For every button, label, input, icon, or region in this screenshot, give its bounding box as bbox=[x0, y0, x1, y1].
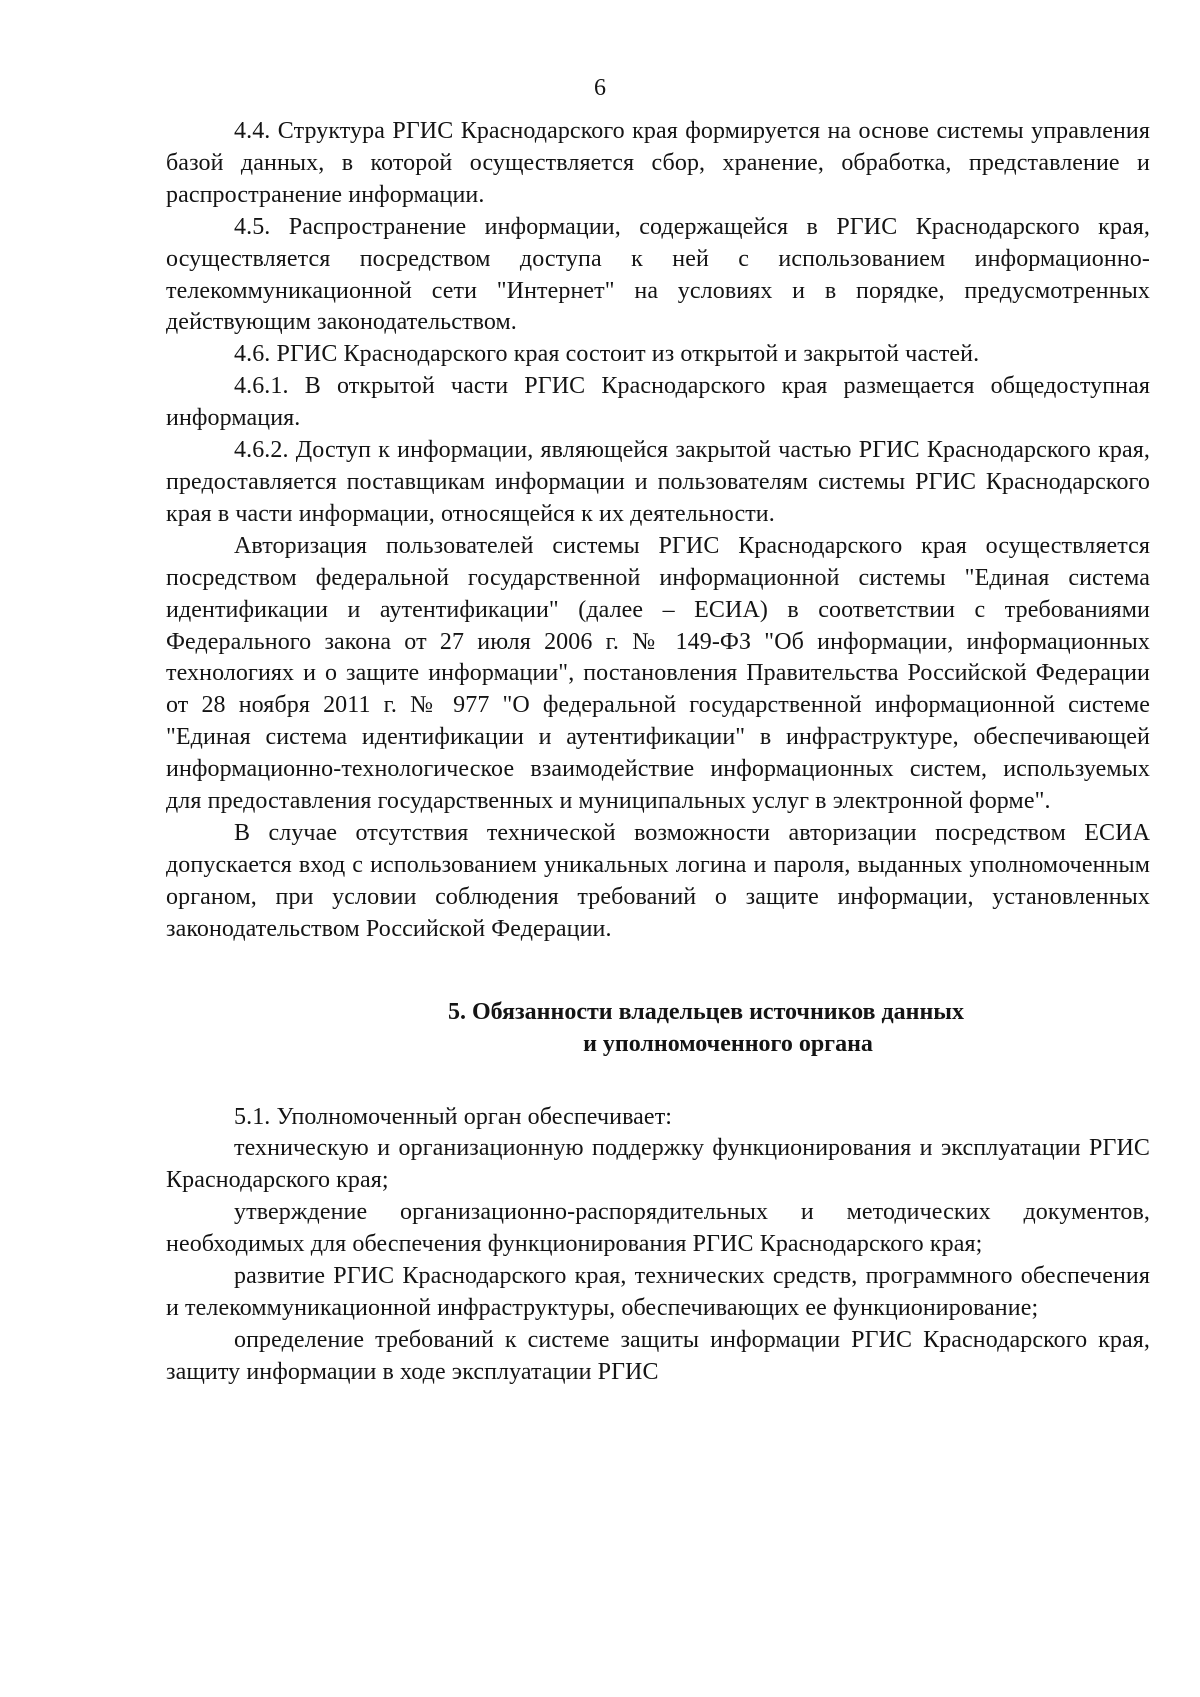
section-heading-line-1: 5. Обязанности владельцев источников данных bbox=[447, 998, 965, 1025]
page-number: 6 bbox=[594, 75, 606, 101]
paragraph-4-6-2: 4.6.2. Доступ к информации, являющейся закрытой частью РГИС Краснодарского края, предоставляется поставщикам информации и пользователям системы РГИС Краснодарского края в части информации, относящейся к их деятельности. bbox=[166, 437, 1150, 527]
paragraph-4-4: 4.4. Структура РГИС Краснодарского края формируется на основе системы управления базой данных, в которой осуществляется сбор, хранение, обработка, представление и распространение информации. bbox=[166, 118, 1150, 208]
section-5-heading bbox=[166, 996, 1150, 1060]
list-item-security-requirements: определение требований к системе защиты информации РГИС Краснодарского края, защиту информации в ходе эксплуатации РГИС bbox=[166, 1326, 1150, 1385]
paragraph-5-1: 5.1. Уполномоченный орган обеспечивает: bbox=[234, 1103, 673, 1130]
section-heading-line-2: и уполномоченного органа bbox=[583, 1030, 873, 1057]
list-item-approval-documents: утверждение организационно-распорядительных и методических документов, необходимых для обеспечения функционирования РГИС Краснодарского края; bbox=[166, 1199, 1150, 1258]
paragraph-4-6: 4.6. РГИС Краснодарского края состоит из открытой и закрытой частей. bbox=[234, 341, 980, 368]
paragraph-authorization: Авторизация пользователей системы РГИС Краснодарского края осуществляется посредством федеральной государственной информационной системы "Единая система идентификации и аутентификации" (далее – ЕСИА) в соответствии с требованиями Федерального закона от 27 июля 2006 г. № 149-ФЗ "Об информации, информационных технологиях и о защите информации", постановления Правительства Российской Федерации от 28 ноября 2011 г. № 977 "О федеральной государственной информационной системе "Единая система идентификации и аутентификации" в инфраструктуре, обеспечивающей информационно-технологическое взаимодействие информационных систем, используемых для предоставления государственных и муниципальных услуг в электронной форме". bbox=[166, 532, 1150, 815]
paragraph-4-6-1: 4.6.1. В открытой части РГИС Краснодарского края размещается общедоступная информация. bbox=[166, 373, 1150, 432]
paragraph-login-fallback: В случае отсутствия технической возможности авторизации посредством ЕСИА допускается вход с использованием уникальных логина и пароля, выданных уполномоченным органом, при условии соблюдения требований о защите информации, установленных законодательством Российской Федерации. bbox=[166, 819, 1150, 942]
list-item-technical-support: техническую и организационную поддержку функционирования и эксплуатации РГИС Краснодарского края; bbox=[166, 1135, 1150, 1194]
paragraph-4-5: 4.5. Распространение информации, содержащейся в РГИС Краснодарского края, осуществляется посредством доступа к ней с использованием информационно-телекоммуникационной сети "Интернет" на условиях и в порядке, предусмотренных действующим законодательством. bbox=[166, 213, 1150, 336]
document-body bbox=[166, 116, 1150, 1389]
list-item-development: развитие РГИС Краснодарского края, технических средств, программного обеспечения и телекоммуникационной инфраструктуры, обеспечивающих ее функционирование; bbox=[166, 1263, 1150, 1321]
